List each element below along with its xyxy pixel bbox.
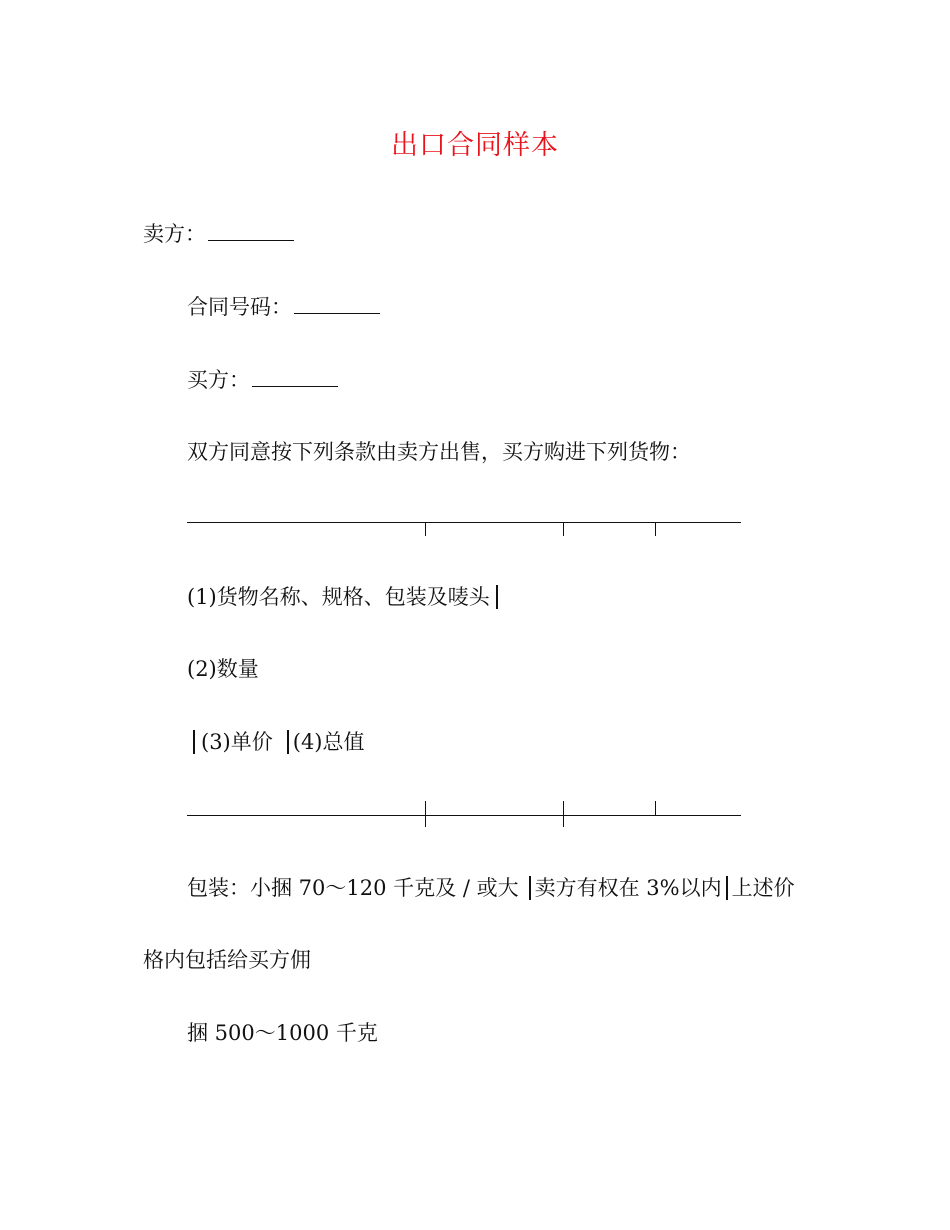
table-header-quantity: (2)数量 bbox=[187, 657, 259, 681]
buyer-blank-field[interactable] bbox=[252, 367, 338, 387]
buyer-line bbox=[187, 365, 338, 395]
contract-no-label: 合同号码： bbox=[187, 295, 292, 319]
table-divider bbox=[529, 876, 531, 900]
packing-text-1: 包装：小捆 70～120 千克及 / 或大 bbox=[187, 876, 519, 900]
table-bottom-tick bbox=[425, 801, 426, 827]
table-bottom-line bbox=[187, 815, 741, 816]
table-header-total-value: (4)总值 bbox=[292, 730, 365, 754]
packing-line-3: 捆 500～1000 千克 bbox=[187, 1021, 378, 1045]
table-top-tick bbox=[563, 522, 564, 536]
contract-no-line bbox=[187, 292, 380, 322]
packing-line-2: 格内包括给买方佣 bbox=[143, 948, 311, 972]
packing-line-1 bbox=[187, 873, 795, 903]
table-top-rule bbox=[187, 518, 741, 538]
seller-label: 卖方： bbox=[143, 222, 206, 246]
packing-text-3: 上述价 bbox=[731, 876, 795, 900]
table-header-unit-price: (3)单价 bbox=[201, 730, 273, 754]
table-divider bbox=[193, 730, 195, 754]
table-bottom-tick bbox=[655, 801, 656, 815]
table-top-tick bbox=[655, 522, 656, 536]
table-bottom-rule bbox=[187, 801, 741, 821]
seller-line bbox=[143, 219, 294, 249]
contract-no-blank-field[interactable] bbox=[294, 294, 380, 314]
table-header-goods-line bbox=[187, 582, 504, 612]
table-divider bbox=[496, 585, 498, 609]
table-header-price-line bbox=[193, 727, 365, 757]
table-top-tick bbox=[425, 522, 426, 536]
table-bottom-tick bbox=[563, 801, 564, 827]
intro-paragraph: 双方同意按下列条款由卖方出售，买方购进下列货物： bbox=[187, 440, 691, 464]
page-title: 出口合同样本 bbox=[391, 130, 559, 161]
table-header-goods: (1)货物名称、规格、包装及唛头 bbox=[187, 585, 490, 609]
table-divider bbox=[287, 730, 289, 754]
buyer-label: 买方： bbox=[187, 368, 250, 392]
seller-blank-field[interactable] bbox=[208, 221, 294, 241]
packing-text-2: 卖方有权在 3%以内 bbox=[534, 876, 722, 900]
table-top-line bbox=[187, 522, 741, 523]
table-divider bbox=[726, 876, 728, 900]
